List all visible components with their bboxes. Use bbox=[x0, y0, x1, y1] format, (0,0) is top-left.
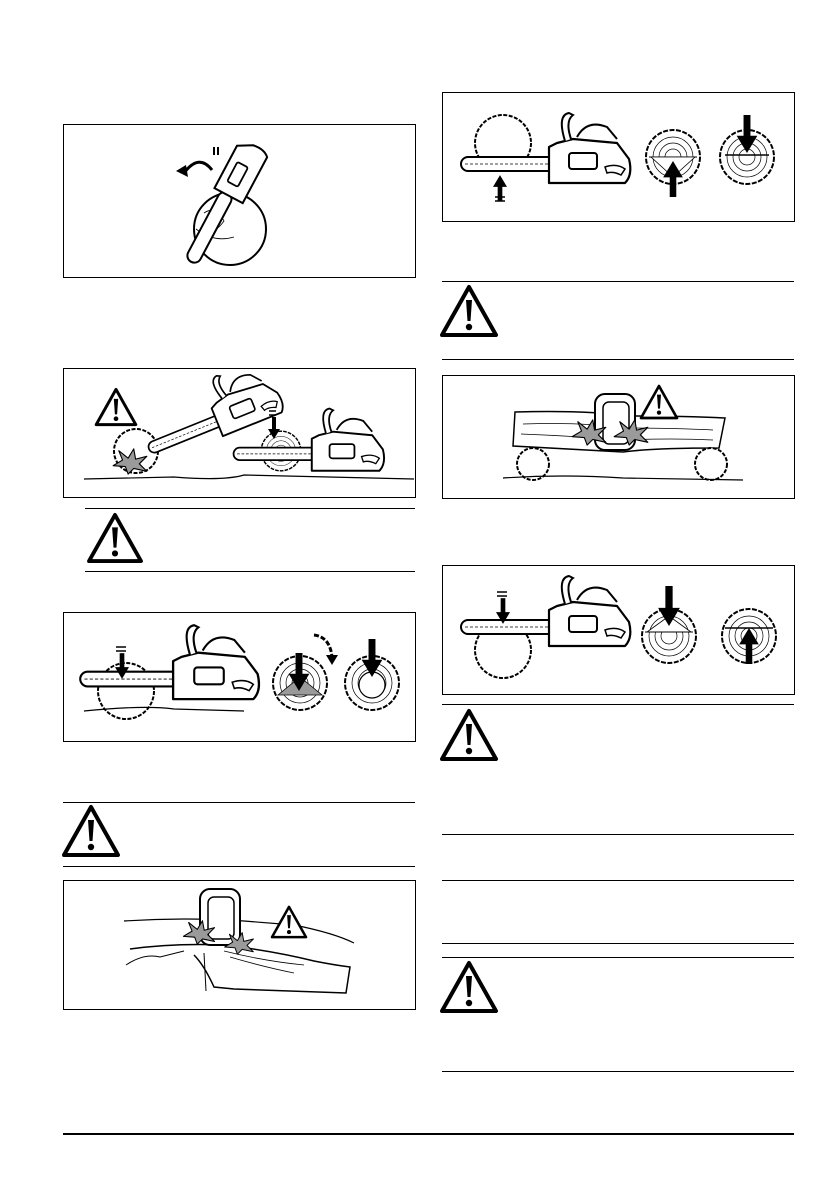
figure-pinch-kickback bbox=[63, 368, 416, 498]
divider bbox=[442, 704, 794, 705]
divider bbox=[442, 281, 794, 282]
warning-triangle-icon bbox=[439, 284, 499, 338]
chainsaw-undercut-icon bbox=[443, 93, 796, 223]
divider bbox=[442, 359, 794, 360]
divider bbox=[442, 880, 794, 881]
divider bbox=[442, 1071, 794, 1072]
figure-cut-from-below bbox=[442, 92, 795, 222]
figure-log-support-both-ends bbox=[442, 375, 795, 499]
chainsaw-topcut-icon bbox=[443, 566, 796, 696]
divider bbox=[85, 508, 415, 509]
warning-triangle-icon bbox=[641, 386, 677, 418]
divider bbox=[442, 943, 794, 944]
warning-triangle-icon bbox=[272, 907, 306, 937]
figure-kickback-rotation bbox=[63, 124, 416, 278]
warning-triangle-icon bbox=[61, 804, 121, 858]
divider bbox=[63, 866, 415, 867]
figure-top-then-bottom-cut bbox=[442, 565, 795, 695]
divider bbox=[63, 802, 415, 803]
tension-split-icon bbox=[64, 881, 417, 1011]
chainsaw-pinch-icon bbox=[64, 369, 417, 499]
figure-log-spring-left bbox=[63, 880, 416, 1010]
warning-triangle-icon bbox=[86, 512, 144, 564]
chainsaw-kickback-icon bbox=[64, 125, 417, 279]
figure-cut-from-top bbox=[63, 612, 416, 742]
divider bbox=[85, 571, 415, 572]
chainsaw-topcut-icon bbox=[64, 613, 417, 743]
divider bbox=[442, 834, 794, 835]
divider bbox=[442, 957, 794, 958]
warning-triangle-icon bbox=[439, 708, 499, 762]
warning-triangle-icon bbox=[96, 389, 136, 424]
tension-split-icon bbox=[443, 376, 796, 500]
footer-divider bbox=[63, 1133, 794, 1135]
warning-triangle-icon bbox=[439, 960, 499, 1014]
